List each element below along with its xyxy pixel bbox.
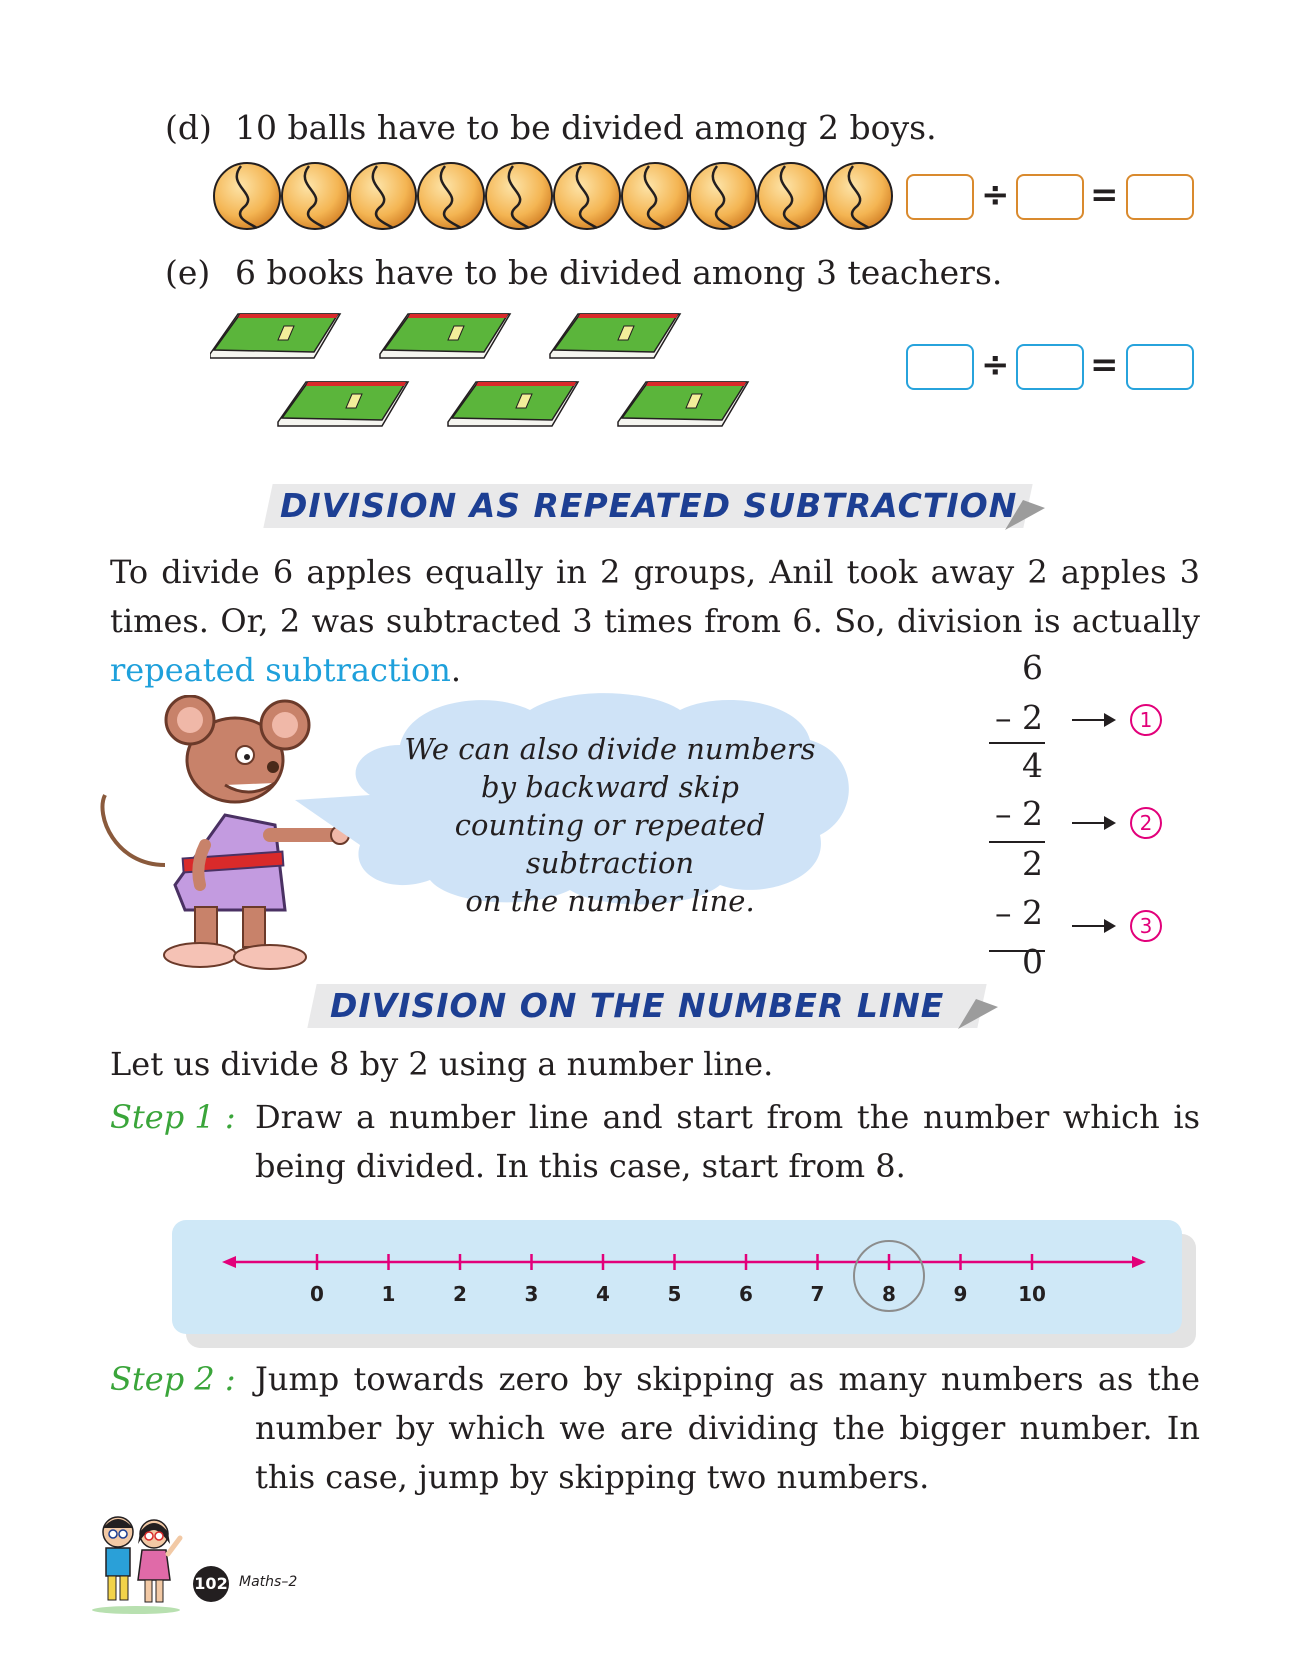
ball-icon (554, 163, 620, 229)
question-e-label: (e) (165, 253, 211, 292)
number-line (172, 1220, 1182, 1334)
book-title: Maths–2 (239, 1574, 298, 1590)
book-icon (210, 314, 340, 358)
question-e (165, 253, 1002, 292)
ball-icon (418, 163, 484, 229)
ball-icon (282, 163, 348, 229)
divide-sign-e: ÷ (981, 345, 1010, 385)
speech-line: We can also divide numbers (404, 732, 816, 766)
subtraction-rule (989, 742, 1045, 744)
book-icon (618, 382, 748, 426)
subtraction-result-3: 0 (1022, 942, 1043, 981)
number-line-left-arrow (222, 1256, 236, 1268)
tick-label: 4 (596, 1282, 610, 1306)
book-icon (550, 314, 680, 358)
question-d-text: 10 balls have to be divided among 2 boys. (235, 108, 937, 147)
ball-icon (758, 163, 824, 229)
heading-number-line: DIVISION ON THE NUMBER LINE (330, 986, 945, 1025)
tick-label: 9 (953, 1282, 968, 1306)
ball-icon (622, 163, 688, 229)
kids-mascot-illustration (88, 1510, 183, 1615)
answer-box-divisor[interactable] (1016, 174, 1084, 220)
balls-illustration (213, 160, 903, 232)
heading-repeated-subtraction: DIVISION AS REPEATED SUBTRACTION (280, 486, 1018, 525)
speech-line: by backward skip (481, 770, 739, 804)
tick-label: 7 (810, 1282, 825, 1306)
tick-label: 1 (381, 1282, 396, 1306)
ball-icon (350, 163, 416, 229)
answer-box-quotient[interactable] (1126, 174, 1194, 220)
highlight-repeated-subtraction: repeated subtraction (110, 651, 451, 689)
arrow-head (1104, 816, 1116, 830)
subtraction-rule (989, 841, 1045, 843)
ball-icon (690, 163, 756, 229)
tick-label: 6 (739, 1282, 753, 1306)
ball-icon (486, 163, 552, 229)
number-line-right-arrow (1132, 1256, 1146, 1268)
question-d-label: (d) (165, 108, 212, 147)
subtraction-result-1: 4 (1022, 746, 1043, 785)
subtraction-minus-2: – 2 (995, 794, 1043, 833)
page-number: 102 (193, 1566, 229, 1602)
subtraction-minus-1: – 2 (995, 698, 1043, 737)
tick-label: 10 (1018, 1282, 1046, 1306)
answer-box-dividend-e[interactable] (906, 344, 974, 390)
tick-label: 5 (667, 1282, 682, 1306)
step-2-label: Step 2 : (110, 1360, 236, 1398)
ball-icon (826, 163, 892, 229)
book-icon (448, 382, 578, 426)
speech-bubble-text (380, 730, 840, 920)
step-2-text: Jump towards zero by skipping as many numbers as the number by which we are dividing the bigger number. In this case, jump by skipping two numbers. (255, 1360, 1200, 1496)
step-1-label: Step 1 : (110, 1098, 236, 1136)
subtraction-result-2: 2 (1022, 844, 1043, 883)
speech-line: on the number line. (465, 884, 755, 918)
arrow-head (1104, 713, 1116, 727)
answer-box-dividend[interactable] (906, 174, 974, 220)
books-illustration (210, 310, 770, 450)
paragraph-text: To divide 6 apples equally in 2 groups, Anil took away 2 apples 3 times. Or, 2 was subtracted 3 times from 6. So, division is actually (110, 553, 1200, 640)
arrow-line (1072, 822, 1106, 824)
paragraph-period: . (450, 651, 461, 689)
step-1-text: Draw a number line and start from the number which is being divided. In this case, start from 8. (255, 1098, 1200, 1185)
speech-line: counting or repeated subtraction (454, 808, 766, 880)
tick-label: 0 (310, 1282, 324, 1306)
answer-box-quotient-e[interactable] (1126, 344, 1194, 390)
book-icon (380, 314, 510, 358)
question-d (165, 108, 937, 147)
arrow-head (1104, 919, 1116, 933)
tick-label: 3 (524, 1282, 539, 1306)
arrow-line (1072, 925, 1106, 927)
ball-icon (214, 163, 280, 229)
answer-box-divisor-e[interactable] (1016, 344, 1084, 390)
subtraction-start: 6 (1022, 648, 1043, 687)
subtraction-minus-3: – 2 (995, 893, 1043, 932)
step-marker-1: 1 (1130, 704, 1162, 736)
equals-sign: = (1090, 175, 1119, 215)
intro-line: Let us divide 8 by 2 using a number line. (110, 1045, 774, 1083)
tick-label: 8 (882, 1282, 896, 1306)
book-icon (278, 382, 408, 426)
step-marker-3: 3 (1130, 910, 1162, 942)
question-e-text: 6 books have to be divided among 3 teachers. (235, 253, 1003, 292)
equals-sign-e: = (1090, 345, 1119, 385)
heading-tab-shape (958, 999, 998, 1029)
arrow-line (1072, 719, 1106, 721)
divide-sign: ÷ (981, 175, 1010, 215)
tick-label: 2 (453, 1282, 467, 1306)
step-marker-2: 2 (1130, 807, 1162, 839)
